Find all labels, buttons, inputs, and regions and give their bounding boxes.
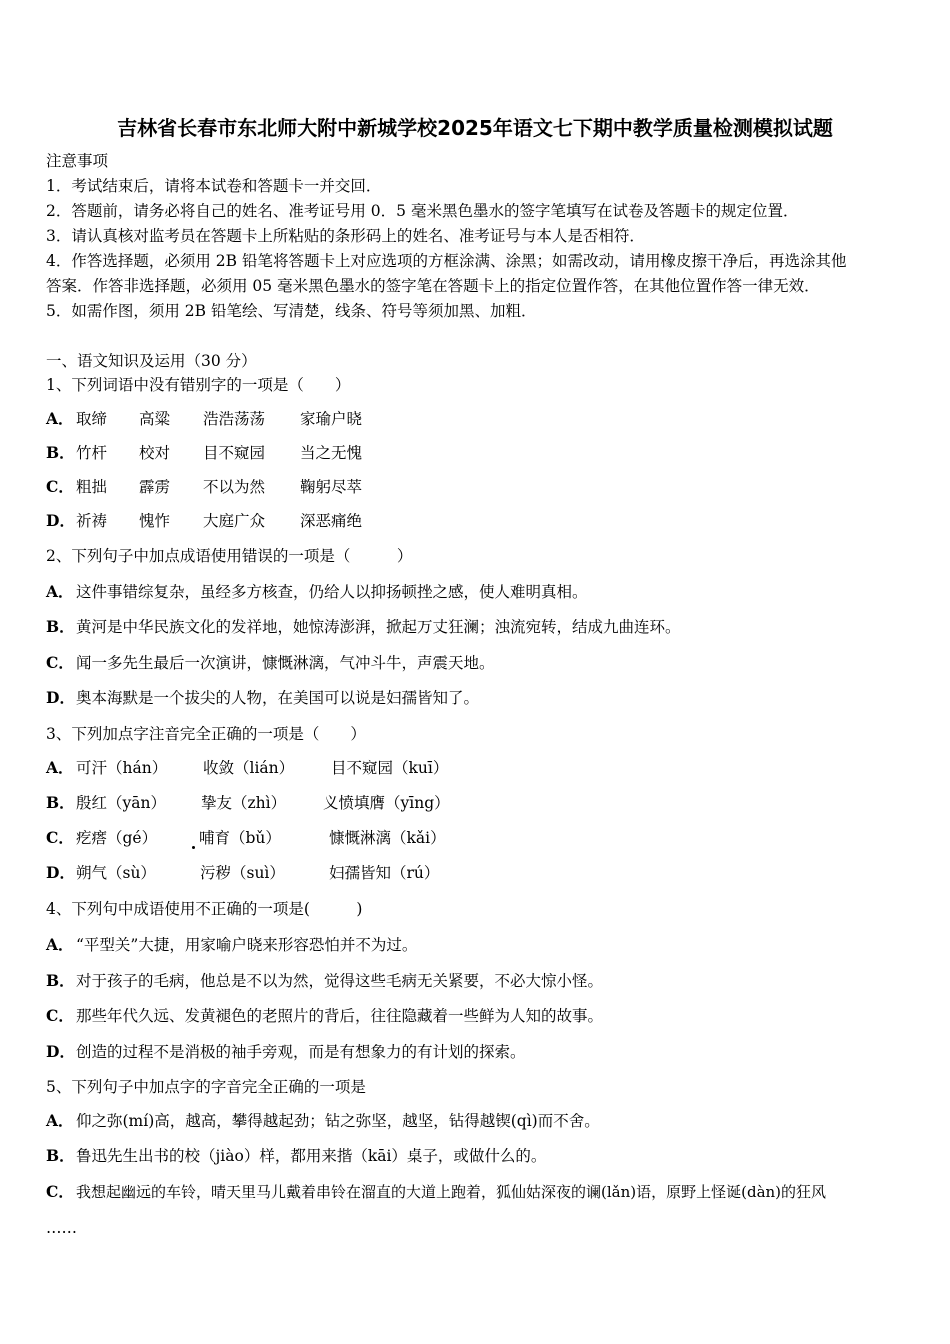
- option-label: C．: [46, 828, 74, 847]
- option-word: 疙瘩（gé）: [76, 829, 158, 847]
- notice-heading: 注意事项: [46, 152, 109, 170]
- option-word: 家瑜户晓: [300, 410, 363, 428]
- notice-item: 1．考试结束后，请将本试卷和答题卡一并交回．: [46, 177, 382, 195]
- option-word: 目不窥园（kuī）: [331, 759, 449, 777]
- option-text: 闻一多先生最后一次演讲，慷慨淋漓，气冲斗牛，声震天地。: [76, 654, 495, 672]
- option-word: 浩浩荡荡: [203, 410, 266, 428]
- option-label: A．: [46, 582, 74, 601]
- option-word: 妇孺皆知（rú）: [329, 864, 440, 882]
- option-word: 当之无愧: [300, 444, 363, 462]
- option-word: 可汗（hán）: [76, 759, 168, 777]
- option-word: 鞠躬尽萃: [300, 478, 363, 496]
- continuation-ellipsis: ……: [46, 1219, 77, 1237]
- question-1-stem: 1、下列词语中没有错别字的一项是（ ）: [46, 376, 351, 394]
- notice-item: 答案．作答非选择题，必须用 05 毫米黑色墨水的签字笔在答题卡上的指定位置作答，在其他位置作答一律无效．: [46, 277, 820, 295]
- question-3-stem: 3、下列加点字注音完全正确的一项是（ ）: [46, 725, 366, 743]
- option-label: C．: [46, 1006, 74, 1025]
- notice-item: 3．请认真核对监考员在答题卡上所粘贴的条形码上的姓名、准考证号与本人是否相符．: [46, 227, 645, 245]
- option-word: 挚友（zhì）: [201, 794, 287, 812]
- option-label: B．: [46, 1146, 75, 1165]
- option-text: 对于孩子的毛病，他总是不以为然，觉得这些毛病无关紧要，不必大惊小怪。: [76, 972, 604, 990]
- option-label: D．: [46, 863, 75, 882]
- option-word: 义愤填膺（yīng）: [323, 794, 450, 812]
- question-4-stem: 4、下列句中成语使用不正确的一项是( ): [46, 900, 363, 918]
- option-label: C．: [46, 653, 74, 672]
- option-label: D．: [46, 1042, 75, 1061]
- option-word: 粗拙: [76, 478, 108, 496]
- option-word: 朔气（sù）: [76, 864, 156, 882]
- option-label: C．: [46, 1182, 74, 1201]
- option-word: 霹雳: [139, 478, 171, 496]
- option-label: A．: [46, 758, 74, 777]
- option-text: 黄河是中华民族文化的发祥地，她惊涛澎湃，掀起万丈狂澜；浊流宛转，结成九曲连环。: [76, 618, 681, 636]
- option-label: D．: [46, 688, 75, 707]
- option-text: 奥本海默是一个拔尖的人物，在美国可以说是妇孺皆知了。: [76, 689, 480, 707]
- option-label: D．: [46, 511, 75, 530]
- option-label: A．: [46, 935, 74, 954]
- option-word: 祈祷: [76, 512, 108, 530]
- option-word: 取缔: [76, 410, 108, 428]
- option-text: 仰之弥(mí)高，越高，攀得越起劲；钻之弥坚，越坚，钻得越锲(qì)而不舍。: [76, 1112, 600, 1130]
- option-word: 收敛（lián）: [203, 759, 295, 777]
- option-word: 目不窥园: [203, 444, 266, 462]
- section-heading: 一、语文知识及运用（30 分）: [46, 352, 257, 370]
- question-2-stem: 2、下列句子中加点成语使用错误的一项是（ ）: [46, 547, 413, 565]
- option-label: A．: [46, 1111, 74, 1130]
- option-text: 我想起幽远的车铃，晴天里马儿戴着串铃在溜直的大道上跑着，狐仙姑深夜的谰(lǎn)语，原野上怪诞(dàn)的狂风: [76, 1183, 827, 1201]
- option-word: 哺育（bǔ）: [199, 829, 281, 847]
- option-word: 愧怍: [139, 512, 171, 530]
- notice-item: 4．作答选择题，必须用 2B 铅笔将答题卡上对应选项的方框涂满、涂黑；如需改动，请用橡皮擦干净后，再选涂其他: [46, 252, 847, 270]
- option-word: 竹杆: [76, 444, 108, 462]
- option-label: B．: [46, 443, 75, 462]
- option-label: B．: [46, 971, 75, 990]
- notice-item: 5．如需作图，须用 2B 铅笔绘、写清楚，线条、符号等须加黑、加粗．: [46, 302, 537, 320]
- emphasis-dot: [192, 846, 195, 849]
- option-word: 污秽（suì）: [200, 864, 285, 882]
- option-label: C．: [46, 477, 74, 496]
- option-text: 这件事错综复杂，虽经多方核查，仍给人以抑扬顿挫之感，使人难明真相。: [76, 583, 588, 601]
- option-text: “平型关”大捷，用家喻户晓来形容恐怕并不为过。: [76, 936, 418, 954]
- option-word: 殷红（yān）: [76, 794, 166, 812]
- page-title: 吉林省长春市东北师大附中新城学校2025年语文七下期中教学质量检测模拟试题: [117, 116, 833, 140]
- option-label: A．: [46, 409, 74, 428]
- option-text: 创造的过程不是消极的袖手旁观，而是有想象力的有计划的探索。: [76, 1043, 526, 1061]
- option-word: 高粱: [139, 410, 171, 428]
- question-5-stem: 5、下列句子中加点字的字音完全正确的一项是: [46, 1078, 366, 1096]
- option-word: 大庭广众: [203, 512, 266, 530]
- option-word: 不以为然: [203, 478, 266, 496]
- option-word: 校对: [139, 444, 171, 462]
- option-word: 慷慨淋漓（kǎi）: [329, 829, 446, 847]
- option-word: 深恶痛绝: [300, 512, 363, 530]
- option-text: 那些年代久远、发黄褪色的老照片的背后，往往隐藏着一些鲜为人知的故事。: [76, 1007, 604, 1025]
- option-label: B．: [46, 793, 75, 812]
- notice-item: 2．答题前，请务必将自己的姓名、准考证号用 0．5 毫米黑色墨水的签字笔填写在试卷及答题卡的规定位置．: [46, 202, 799, 220]
- option-text: 鲁迅先生出书的校（jiào）样，都用来揩（kāi）桌子，或做什么的。: [76, 1147, 547, 1165]
- option-label: B．: [46, 617, 75, 636]
